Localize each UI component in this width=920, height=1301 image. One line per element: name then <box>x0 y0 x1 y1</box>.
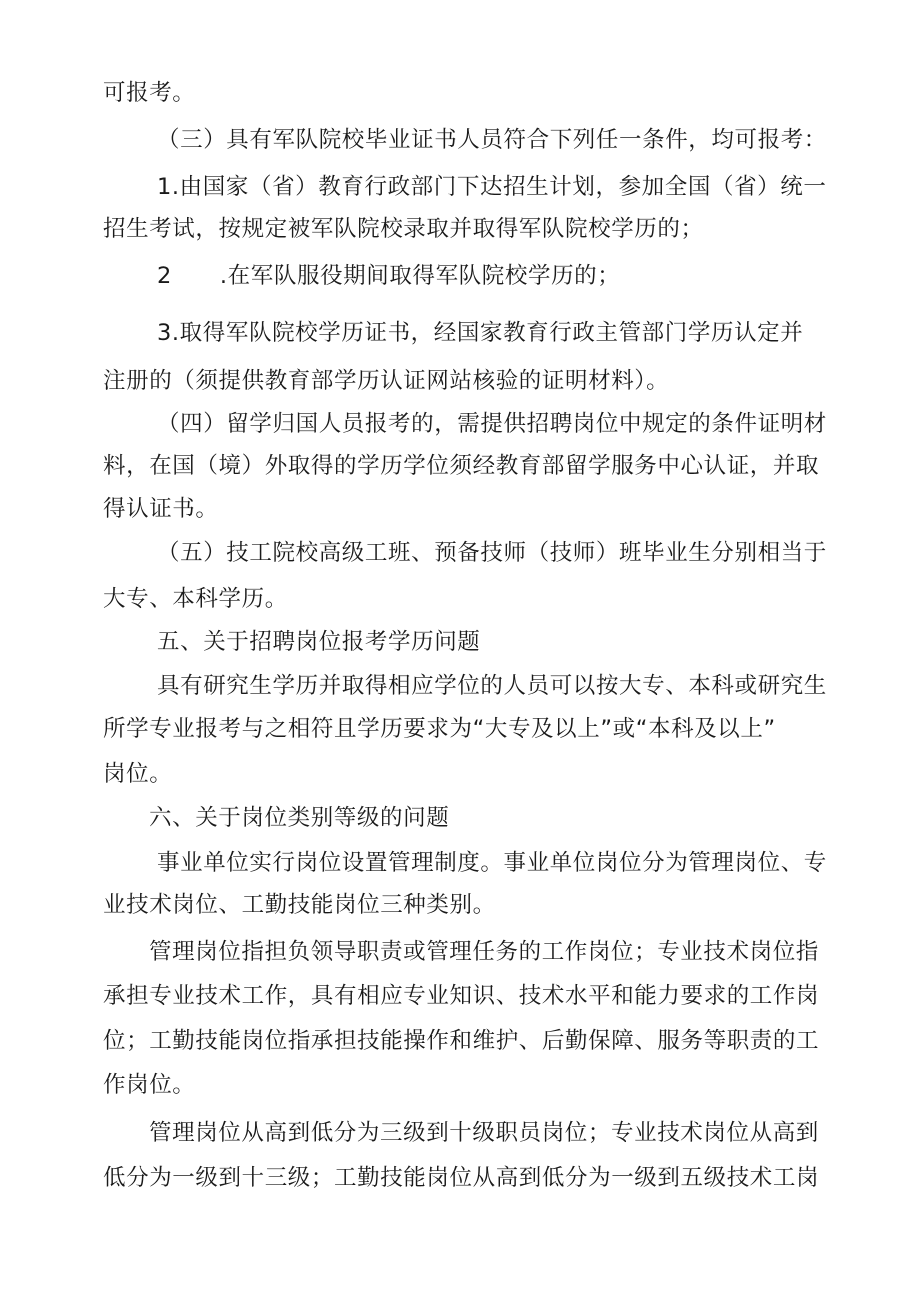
text-line: 招生考试，按规定被军队院校录取并取得军队院校学历的； <box>103 216 704 242</box>
text-line: （三）具有军队院校毕业证书人员符合下列任一条件，均可报考： <box>157 127 827 153</box>
text-line: 大专、本科学历。 <box>103 586 288 612</box>
text-line: 3.取得军队院校学历证书，经国家教育行政主管部门学历认定并 <box>157 320 804 346</box>
text-line: 位；工勤技能岗位指承担技能操作和维护、后勤保障、服务等职责的工 <box>103 1028 820 1054</box>
text-line: 业技术岗位、工勤技能岗位三种类别。 <box>103 892 496 918</box>
text-line: 2 .在军队服役期间取得军队院校学历的； <box>157 263 621 289</box>
text-line: 低分为一级到十三级；工勤技能岗位从高到低分为一级到五级技术工岗 <box>103 1165 820 1191</box>
text-line: 1.由国家（省）教育行政部门下达招生计划，参加全国（省）统一 <box>157 174 827 200</box>
text-line: 具有研究生学历并取得相应学位的人员可以按大专、本科或研究生 <box>157 673 827 699</box>
text-line: 料，在国（境）外取得的学历学位须经教育部留学服务中心认证，并取 <box>103 453 820 479</box>
text-line: 岗位。 <box>103 761 173 787</box>
text-line: 所学专业报考与之相符且学历要求为“大专及以上”或“本科及以上” <box>103 716 776 742</box>
section-heading: 六、关于岗位类别等级的问题 <box>149 805 450 831</box>
text-line: 管理岗位从高到低分为三级到十级职员岗位；专业技术岗位从高到 <box>149 1120 819 1146</box>
section-heading: 五、关于招聘岗位报考学历问题 <box>157 629 481 655</box>
text-line: （五）技工院校高级工班、预备技师（技师）班毕业生分别相当于 <box>157 540 827 566</box>
text-line: （四）留学归国人员报考的，需提供招聘岗位中规定的条件证明材 <box>157 411 827 437</box>
text-line: 管理岗位指担负领导职责或管理任务的工作岗位；专业技术岗位指 <box>149 939 819 965</box>
text-line: 注册的（须提供教育部学历认证网站核验的证明材料）。 <box>103 368 670 394</box>
text-line: 可报考。 <box>103 80 196 106</box>
text-line: 得认证书。 <box>103 496 219 522</box>
text-line: 承担专业技术工作，具有相应专业知识、技术水平和能力要求的工作岗 <box>103 983 820 1009</box>
text-line: 作岗位。 <box>103 1072 196 1098</box>
text-line: 事业单位实行岗位设置管理制度。事业单位岗位分为管理岗位、专 <box>157 850 827 876</box>
